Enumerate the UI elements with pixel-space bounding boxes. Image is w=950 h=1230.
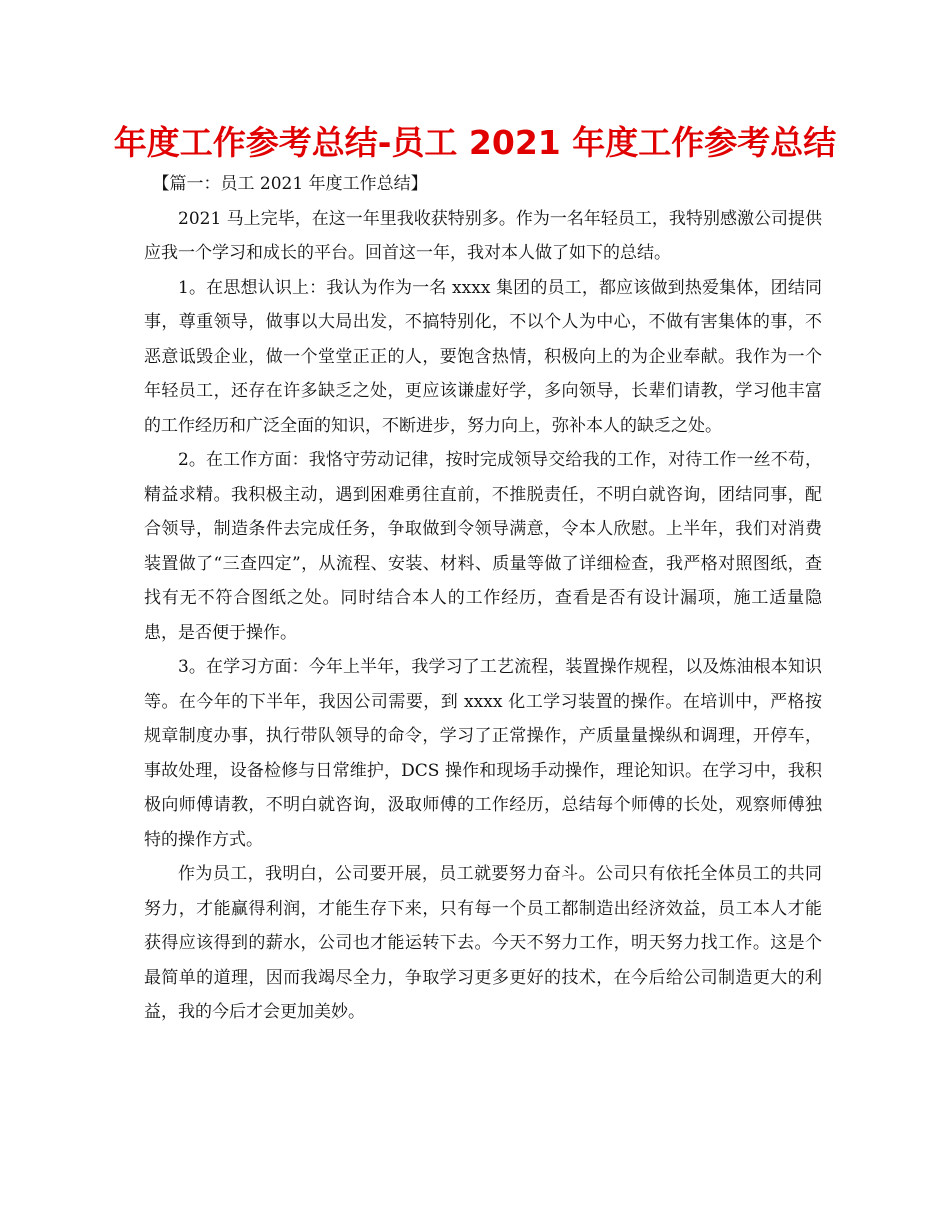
document-title: 年度工作参考总结-员工 2021 年度工作参考总结	[113, 123, 837, 162]
paragraph-conclusion: 作为员工，我明白，公司要开展，员工就要努力奋斗。公司只有依托全体员工的共同努力，才能赢得利润，才能生存下来，只有每一个员工都制造出经济效益，员工本人才能获得应该得到的薪水，公司也才能运转下去。今天不努力工作，明天努力找工作。这是个最简单的道理，因而我竭尽全力，争取学习更多更好的技术，在今后给公司制造更大的利益，我的今后才会更加美妙。	[144, 864, 822, 1022]
paragraph-study: 3。在学习方面：今年上半年，我学习了工艺流程，装置操作规程，以及炼油根本知识等。在今年的下半年，我因公司需要，到 xxxx 化工学习装置的操作。在培训中，严格按规章制度办事，执行带队领导的命令，学习了正常操作，产质量量操纵和调理，开停车，事故处理，设备检修与日常维护，DCS 操作和现场手动操作，理论知识。在学习中，我积极向师傅请教，不明白就咨询，汲取师傅的工作经历，总结每个师傅的长处，观察师傅独特的操作方式。	[144, 657, 822, 850]
paragraph-thought: 1。在思想认识上：我认为作为一名 xxxx 集团的员工，都应该做到热爱集体，团结同事，尊重领导，做事以大局出发，不搞特别化，不以个人为中心，不做有害集体的事，不恶意诋毁企业，做一个堂堂正正的人，要饱含热情，积极向上的为企业奉献。我作为一个年轻员工，还存在许多缺乏之处，更应该谦虚好学，多向领导，长辈们请教，学习他丰富的工作经历和广泛全面的知识，不断进步，努力向上，弥补本人的缺乏之处。	[144, 277, 822, 436]
section-heading: 【篇一：员工 2021 年度工作总结】	[152, 174, 428, 194]
paragraph-work: 2。在工作方面：我恪守劳动记律，按时完成领导交给我的工作，对待工作一丝不苟，精益求精。我积极主动，遇到困难勇往直前，不推脱责任，不明白就咨询，团结同事，配合领导，制造条件去完成任务，争取做到令领导满意，令本人欣慰。上半年，我们对消费装置做了“三查四定”，从流程、安装、材料、质量等做了详细检查，我严格对照图纸，查找有无不符合图纸之处。同时结合本人的工作经历，查看是否有设计漏项，施工适量隐患，是否便于操作。	[144, 450, 822, 643]
document-body	[144, 167, 822, 1030]
paragraph-intro: 2021 马上完毕，在这一年里我收获特别多。作为一名年轻员工，我特别感激公司提供应我一个学习和成长的平台。回首这一年，我对本人做了如下的总结。	[144, 208, 822, 263]
